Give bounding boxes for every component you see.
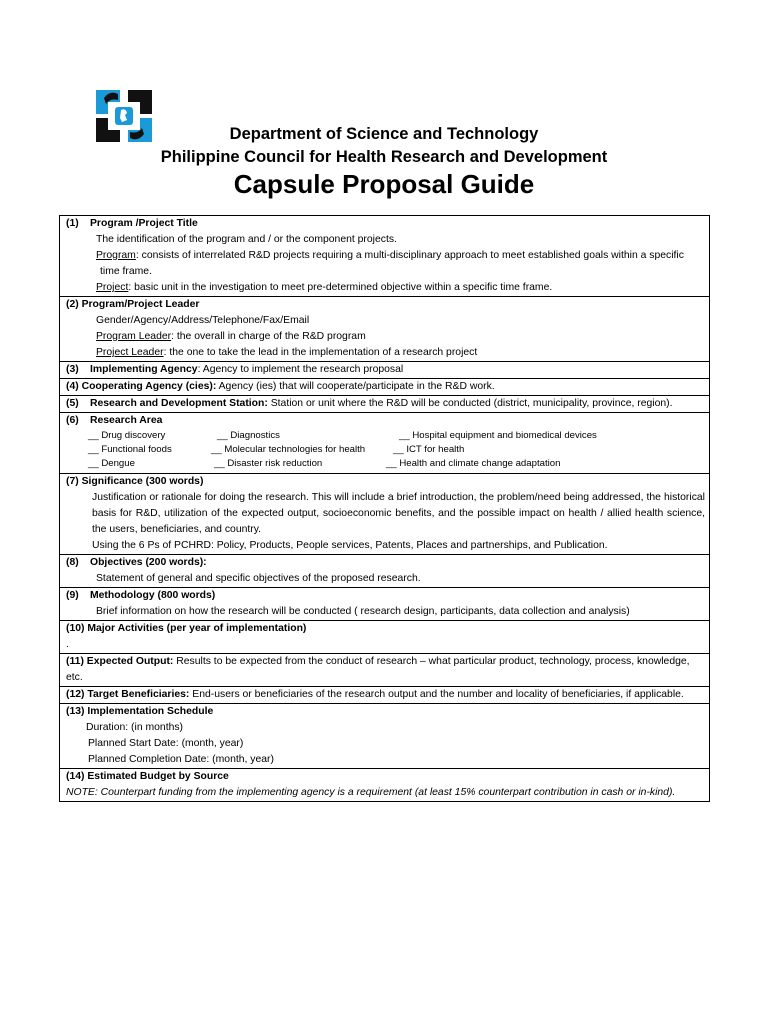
section-implementing-agency bbox=[60, 362, 710, 379]
org-name-pchrd: Philippine Council for Health Research and Development bbox=[160, 148, 608, 166]
page-title: Capsule Proposal Guide bbox=[233, 169, 535, 199]
schedule-duration: Duration: (in months) bbox=[86, 722, 184, 733]
research-area-option[interactable]: __ Hospital equipment and biomedical devices bbox=[399, 430, 597, 441]
definition-program: : consists of interrelated R&D projects requiring a multi-disciplinary approach to meet established goals within a specific bbox=[135, 250, 684, 261]
research-area-option[interactable]: __ Dengue bbox=[88, 458, 135, 469]
section-title: Program /Project Title bbox=[90, 218, 198, 229]
section-text: End-users or beneficiaries of the research output and the number and locality of beneficiaries, if applicable. bbox=[189, 689, 684, 700]
section-number: (3) bbox=[66, 364, 79, 375]
budget-note: NOTE: Counterpart funding from the implementing agency is a requirement (at least 15% counterpart contribution in cash or in-kind). bbox=[66, 787, 676, 798]
term-program-leader: Program Leader bbox=[96, 331, 172, 342]
section-objectives bbox=[60, 555, 710, 588]
definition-project: : basic unit in the investigation to meet pre-determined objective within a specific time frame. bbox=[128, 282, 553, 293]
section-title: (2) Program/Project Leader bbox=[66, 299, 200, 310]
research-area-option[interactable]: __ ICT for health bbox=[393, 444, 465, 455]
section-title: (7) Significance bbox=[66, 476, 143, 487]
research-area-option[interactable]: __ Health and climate change adaptation bbox=[386, 458, 561, 469]
schedule-start-date: Planned Start Date: (month, year) bbox=[88, 738, 244, 749]
section-text: : Agency to implement the research proposal bbox=[197, 364, 404, 375]
section-label: (12) Target Beneficiaries: bbox=[66, 689, 190, 700]
word-limit: (300 words) bbox=[142, 476, 204, 487]
section-text: Statement of general and specific objectives of the proposed research. bbox=[96, 573, 421, 584]
section-methodology bbox=[60, 588, 710, 621]
section-number: (1) bbox=[66, 218, 79, 229]
section-estimated-budget bbox=[60, 769, 710, 802]
section-significance bbox=[60, 474, 710, 555]
section-expected-output bbox=[60, 654, 710, 687]
section-program-title bbox=[60, 216, 710, 297]
section-project-leader bbox=[60, 297, 710, 362]
section-description: Gender/Agency/Address/Telephone/Fax/Email bbox=[96, 315, 310, 326]
proposal-guide-table bbox=[59, 215, 710, 802]
research-area-option[interactable]: __ Molecular technologies for health bbox=[211, 444, 366, 455]
definition-program-cont: time frame. bbox=[100, 266, 152, 277]
section-title: (10) Major Activities (per year of implementation) bbox=[66, 623, 307, 634]
section-text: Station or unit where the R&D will be conducted (district, municipality, province, region). bbox=[267, 398, 673, 409]
term-project: Project bbox=[96, 282, 129, 293]
section-research-area bbox=[60, 413, 710, 474]
section-label: (4) Cooperating Agency (cies): bbox=[66, 381, 217, 392]
section-label: (11) Expected Output: bbox=[66, 656, 174, 667]
section-title: (13) Implementation Schedule bbox=[66, 706, 214, 717]
section-target-beneficiaries bbox=[60, 687, 710, 704]
section-text: Brief information on how the research will be conducted ( research design, participants, data collection and analysis) bbox=[96, 606, 630, 617]
section-description: The identification of the program and / or the component projects. bbox=[96, 234, 397, 245]
section-text: Results to be expected from the conduct of research – what particular product, technology, process, knowledge, etc. bbox=[66, 656, 690, 683]
section-implementation-schedule bbox=[60, 704, 710, 769]
research-area-option[interactable]: __ Disaster risk reduction bbox=[214, 458, 323, 469]
section-number: (6) bbox=[66, 415, 79, 426]
section-text: Agency (ies) that will cooperate/participate in the R&D work. bbox=[216, 381, 495, 392]
section-text: . bbox=[66, 639, 69, 650]
section-major-activities bbox=[60, 621, 710, 654]
significance-paragraph: Justification or rationale for doing the research. This will include a brief introduction, the problem/need being addressed, the historical basis for R&D, utilization of the expected output, socioeconomic benefits, and the possible impact on health / allied health science, the users, beneficiaries, and country. bbox=[92, 492, 705, 535]
definition-program-leader: : the overall in charge of the R&D program bbox=[171, 331, 366, 342]
section-title: Methodology (800 words) bbox=[90, 590, 216, 601]
research-area-option[interactable]: __ Functional foods bbox=[88, 444, 172, 455]
section-label: Research and Development Station: bbox=[90, 398, 268, 409]
section-rd-station bbox=[60, 396, 710, 413]
research-area-list bbox=[66, 429, 705, 473]
term-project-leader: Project Leader bbox=[96, 347, 164, 358]
section-cooperating-agency bbox=[60, 379, 710, 396]
research-area-option[interactable]: __ Drug discovery bbox=[88, 430, 166, 441]
research-area-option[interactable]: __ Diagnostics bbox=[217, 430, 280, 441]
org-name-dost: Department of Science and Technology bbox=[229, 125, 539, 143]
schedule-completion-date: Planned Completion Date: (month, year) bbox=[88, 754, 274, 765]
section-title: Objectives (200 words): bbox=[90, 557, 207, 568]
section-number: (5) bbox=[66, 398, 79, 409]
section-title: Research Area bbox=[90, 415, 163, 426]
section-title: (14) Estimated Budget by Source bbox=[66, 771, 229, 782]
term-program: Program bbox=[96, 250, 136, 261]
definition-project-leader: : the one to take the lead in the implementation of a research project bbox=[163, 347, 478, 358]
section-number: (8) bbox=[66, 557, 79, 568]
section-number: (9) bbox=[66, 590, 79, 601]
section-label: Implementing Agency bbox=[90, 364, 198, 375]
significance-ps: Using the 6 Ps of PCHRD: Policy, Products, People services, Patents, Places and partnerships, and Publication. bbox=[92, 540, 608, 551]
